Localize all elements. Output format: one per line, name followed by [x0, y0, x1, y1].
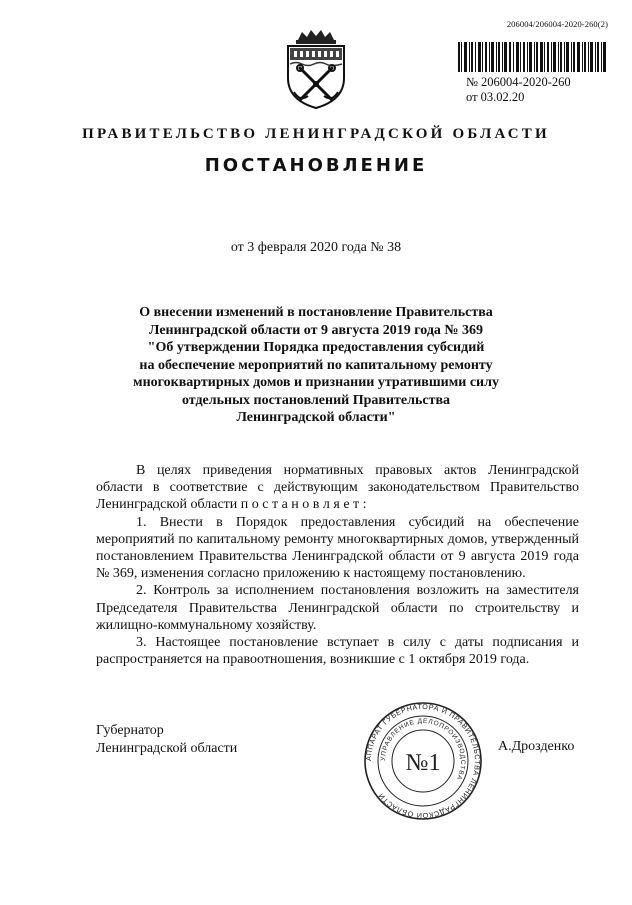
body-item-2: 2. Контроль за исполнением постановления возложить на заместителя Председателя Правительства Ленинградской области по строительству и жилищно-коммунальному хозяйству. [96, 583, 579, 633]
body-item-1: 1. Внести в Порядок предоставления субсидий на обеспечение мероприятий по капитальному ремонту многоквартирных домов, утвержденный постановлением Правительства Ленинградской области от 9 августа 2019 года № 369, изменения согласно приложению к настоящему постановлению. [96, 514, 579, 582]
document-title [80, 304, 552, 427]
document-body [96, 462, 579, 668]
organization-title: ПРАВИТЕЛЬСТВО ЛЕНИНГРАДСКОЙ ОБЛАСТИ [82, 126, 550, 142]
document-type: ПОСТАНОВЛЕНИЕ [204, 155, 428, 176]
registration-number: № 206004-2020-260 [466, 75, 571, 89]
stamp-number: №1 [405, 750, 441, 776]
official-stamp [363, 701, 483, 821]
signatory-position-line: Ленинградской области [96, 740, 238, 756]
coat-of-arms-emblem [280, 30, 352, 110]
title-line: многоквартирных домов и признании утратившими силу [133, 375, 499, 390]
barcode [458, 42, 608, 72]
title-line: О внесении изменений в постановление Правительства [139, 305, 493, 320]
title-line: Ленинградской области" [236, 410, 396, 425]
stamp-inner-text: УПРАВЛЕНИЕ ДЕЛОПРОИЗВОДСТВА [379, 717, 467, 782]
stamp-outer-text: АППАРАТ ГУБЕРНАТОРА И ПРАВИТЕЛЬСТВА ЛЕНИНГРАДСКОЙ ОБЛАСТИ [363, 701, 483, 821]
signatory-position-line: Губернатор [96, 723, 164, 738]
signatory-position [96, 722, 237, 757]
title-line: Ленинградской области от 9 августа 2019 года № 369 [149, 322, 483, 338]
title-line: "Об утверждении Порядка предоставления субсидий [147, 340, 485, 355]
title-line: отдельных постановлений Правительства [181, 392, 451, 408]
body-intro: В целях приведения нормативных правовых актов Ленинградской области в соответствие с действующим законодательством Правительство Ленинградской области п о с т а н о в л я е т : [96, 463, 579, 513]
signatory-name: А.Дрозденко [498, 739, 575, 754]
body-item-3: 3. Настоящее постановление вступает в силу с даты подписания и распространяется на правоотношения, возникшие с 1 октября 2019 года. [96, 635, 579, 668]
title-line: на обеспечение мероприятий по капитальному ремонту [139, 357, 493, 373]
registration-date: от 03.02.20 [466, 90, 525, 104]
document-date-number: от 3 февраля 2020 года № 38 [230, 240, 402, 255]
top-registration-number: 206004/206004-2020-260(2) [506, 19, 608, 29]
